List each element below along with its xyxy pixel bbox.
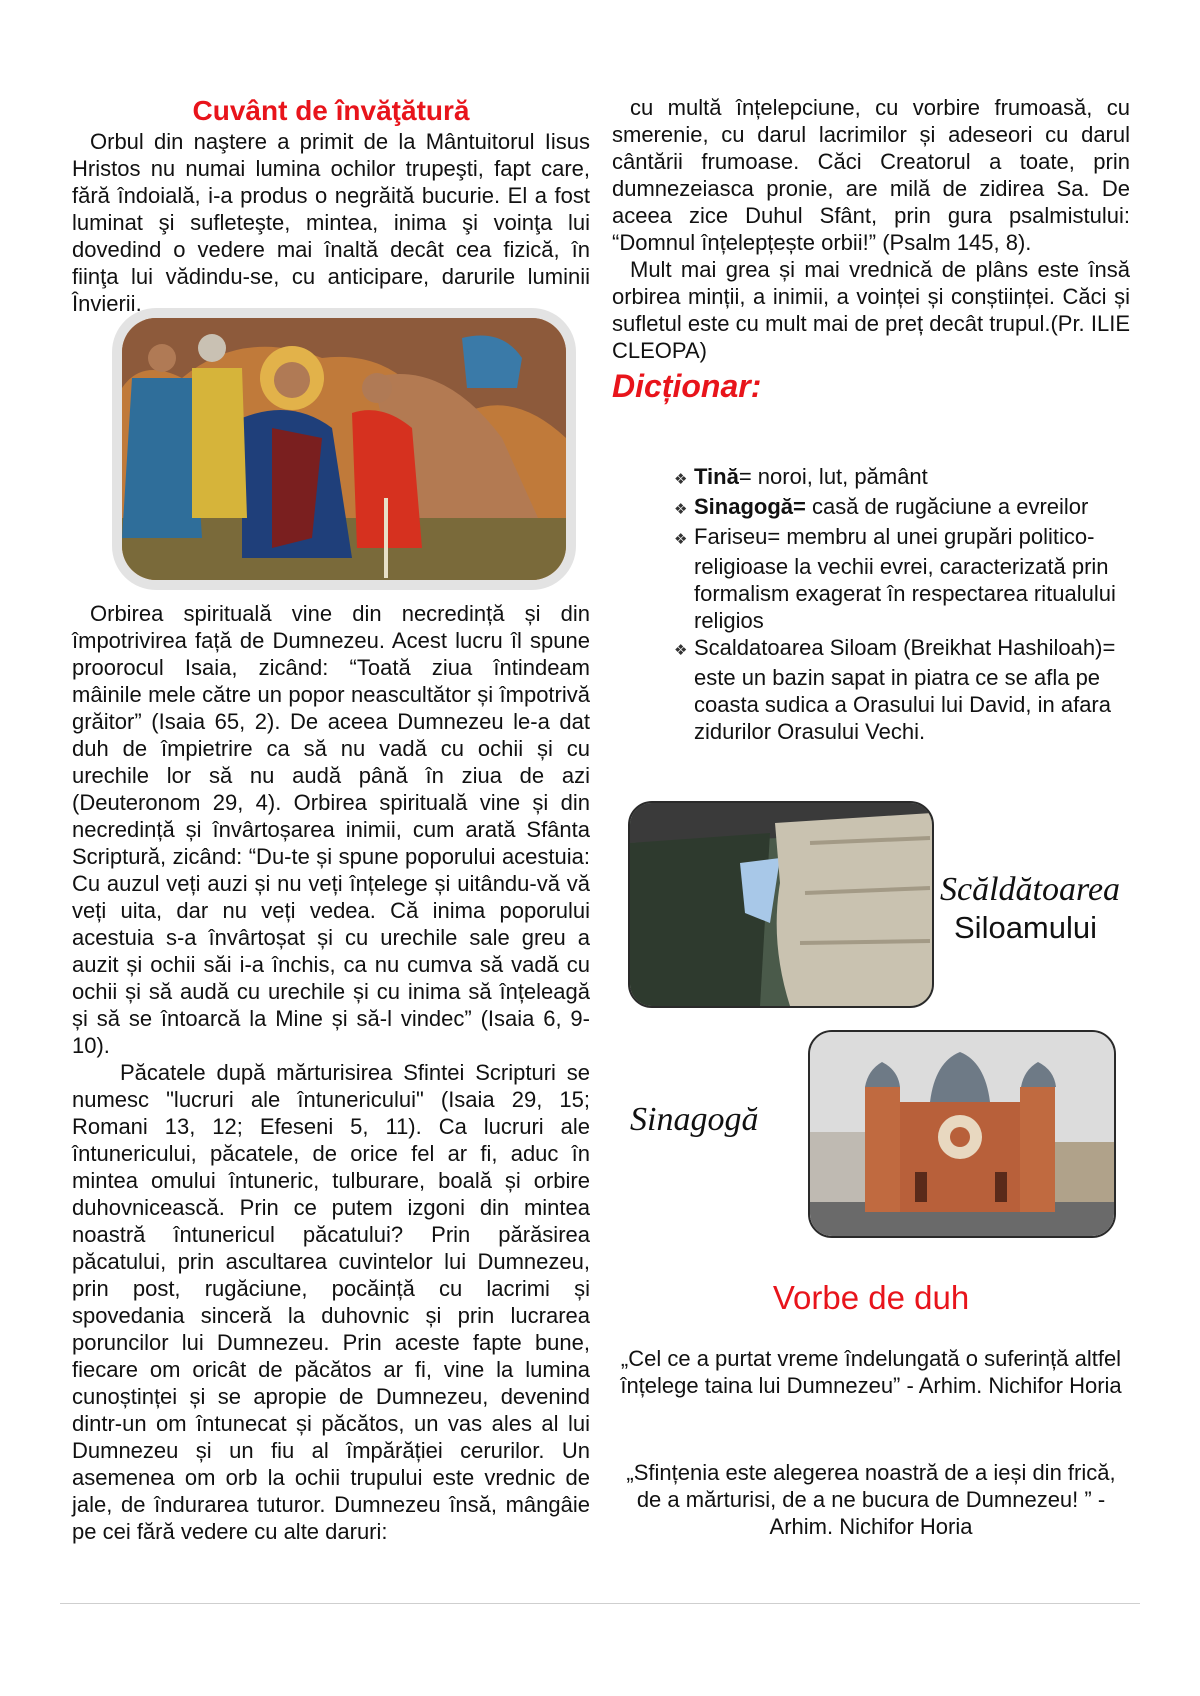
paragraph-spiritual-blindness: Orbirea spirituală vine din necredință și din împotrivirea față de Dumnezeu. Acest lucru îl spune proorocul Isaia, zicând: “Toată ziua întindeam mâinile mele către un popor neascultător și împotrivă grăitor” (Isaia 65, 2). De aceea Dumnezeu le-a dat duh de împietrire ca să nu vadă cu ochii și cu urechile lor să nu audă până în ziua de azi (Deuteronom 29, 4). Orbirea spirituală vine și din necredință și învârtoșarea inimii, cum arată Sfânta Scriptură, zicând: “Du-te și spune poporului acestuia: Cu auzul veți auzi și nu veți înțelege și uitându-vă vă veți uita, dar nu veți vedea. Că inima poporului acestuia s-a învârtoșat și cu urechile sale greu a auzit și ochii săi i-a închis, ca nu cumva să vadă cu ochii și să audă cu urechile și cu inima să înțeleagă și să se întoarcă la Mine și să-l vindec” (Isaia 6, 9-10). [72, 601, 590, 1058]
dictionary-item: ❖ Sinagogă= casă de rugăciune a evreilor [658, 493, 1128, 523]
right-column [612, 94, 1130, 406]
diamond-bullet-icon: ❖ [674, 531, 688, 548]
paragraph-sins-darkness: Păcatele după mărturisirea Sfintei Scripturi se numesc "lucruri ale întunericului" (Isaia 29, 15; Romani 13, 12; Efeseni 5, 11). Ca lucruri ale întunericului, păcatele, de orice fel ar fi, aduc în mintea omului întuneric, tulburare, boală și orbire duhovnicească. Prin ce putem izgoni din mintea noastră întunericul păcatului? Prin părăsirea păcatului, prin ascultarea cuvintelor lui Dumnezeu, prin post, rugăciune, pocăință cu lacrimi și spovedania sinceră la duhovnic și prin lucrarea poruncilor lui Dumnezeu. Prin aceste fapte bune, fiecare om oricât de păcătos ar fi, vine la lumina cunoștinței și se apropie de Dumnezeu, devenind dintr-un om întunecat și păcătos, un vas ales al lui Dumnezeu și un fiu al împărăției cerurilor. Un asemenea om orb la ochii trupului este vrednic de jale, de îndurarea tuturor. Dumnezeu însă, mângâie pe cei fără vedere cu alte daruri: [72, 1060, 590, 1544]
pool-caption-line1: Scăldătoarea [940, 871, 1121, 908]
footer-divider [60, 1603, 1140, 1604]
dictionary-item: ❖ Scaldatoarea Siloam (Breikhat Hashiloah)= este un bazin sapat in piatra ce se afla pe coasta sudica a Orasului lui David, in afara zidurilor Orasului Vechi. [674, 635, 1116, 744]
quote-1: „Cel ce a purtat vreme îndelungată o suferință altfel înțelege taina lui Dumnezeu” - Arhim. Nichifor Horia [620, 1346, 1122, 1398]
article-title: Cuvânt de învăţătură [192, 95, 470, 126]
vorbe-de-duh-title: Vorbe de duh [772, 1279, 970, 1316]
siloam-pool-photo [628, 801, 934, 1008]
left-column [72, 94, 590, 317]
synagogue-caption: Sinagogă [630, 1101, 759, 1138]
diamond-bullet-icon: ❖ [674, 501, 688, 518]
pool-caption-line2: Siloamului [954, 910, 1098, 945]
quote-2: „Sfințenia este alegerea noastră de a ieși din frică, de a mărturisi, de a ne bucura de Dumnezeu! ” - Arhim. Nichifor Horia [626, 1460, 1116, 1539]
paragraph-continued: cu multă înțelepciune, cu vorbire frumoasă, cu smerenie, cu darul lacrimilor și adeseori cu darul cântării frumoase. Căci Creatorul a toate, prin dumnezeiasca pronie, are milă de zidirea Sa. De aceea zice Duhul Sfânt, prin gura psalmistului: “Domnul înțelepțește orbii!” (Psalm 145, 8). [612, 95, 1130, 255]
synagogue-photo [808, 1030, 1116, 1238]
intro-paragraph: Orbul din naştere a primit de la Mântuitorul Iisus Hristos nu numai lumina ochilor trupeşti, fapt care, fără îndoială, i-a produs o negrăită bucurie. El a fost luminat şi sufleteşte, mintea, inima şi voinţa lui dovedind o vedere mai înaltă decât cea fizică, în fiinţa lui vădindu-se, cu anticipare, darurile luminii Învierii. [72, 129, 590, 316]
dictionary-title: Dicționar: [612, 368, 762, 404]
dictionary-item: ❖ Fariseu= membru al unei grupări politico-religioase la vechii evrei, caracterizată prin formalism exagerat în respectarea ritualului religios [674, 524, 1116, 633]
dictionary-item: ❖ Tină= noroi, lut, pământ [658, 463, 1128, 493]
dictionary-list [658, 463, 1128, 745]
left-body [72, 600, 590, 1545]
diamond-bullet-icon: ❖ [674, 642, 688, 659]
paragraph-blindness-of-mind: Mult mai grea și mai vrednică de plâns este însă orbirea minții, a inimii, a voinței și conștiinței. Căci și sufletul este cu mult mai de preț decât trupul.(Pr. ILIE CLEOPA) [612, 257, 1130, 363]
healing-blind-icon-image [122, 318, 566, 580]
diamond-bullet-icon: ❖ [674, 471, 688, 488]
